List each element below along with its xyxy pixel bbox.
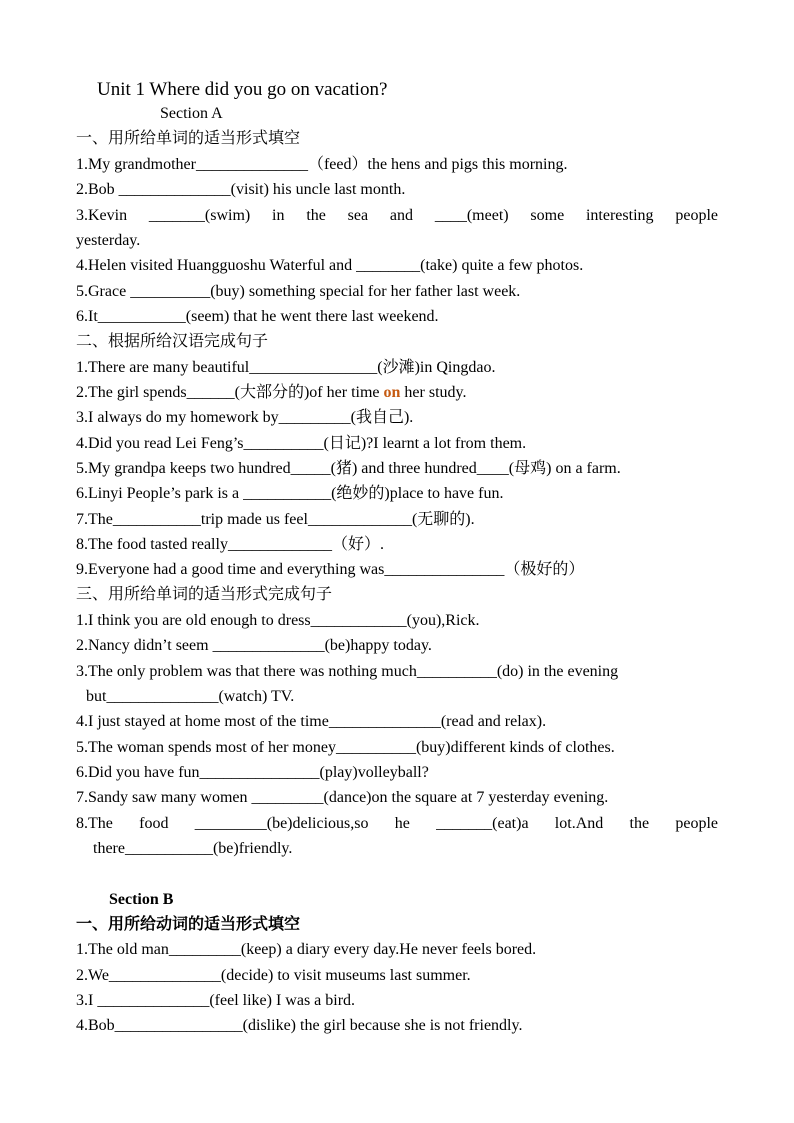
exercise-line: there___________(be)friendly. — [93, 840, 293, 857]
exercise-line: 8.The food _________(be)delicious,so he _______(eat)a lot.And the people — [76, 815, 718, 832]
exercise-line: 2.We______________(decide) to visit museums last summer. — [76, 967, 471, 984]
highlighted-word: on — [383, 384, 401, 401]
exercise-line: 6.Linyi People’s park is a ___________(绝妙的)place to have fun. — [76, 485, 504, 502]
exercise-line: 3.The only problem was that there was nothing much__________(do) in the evening — [76, 663, 619, 680]
exercise-line: 7.The___________trip made us feel_____________(无聊的). — [76, 511, 475, 528]
part2-heading: 二、根据所给汉语完成句子 — [76, 333, 269, 350]
exercise-line: but______________(watch) TV. — [86, 688, 295, 705]
exercise-line: 1.I think you are old enough to dress____________(you),Rick. — [76, 612, 480, 629]
exercise-line: 5.My grandpa keeps two hundred_____(猪) and three hundred____(母鸡) on a farm. — [76, 460, 621, 477]
section-b-title: Section B — [109, 891, 174, 908]
exercise-line: 6.It___________(seem) that he went there last weekend. — [76, 308, 439, 325]
exercise-line: 4.I just stayed at home most of the time______________(read and relax). — [76, 713, 547, 730]
unit-title: Unit 1 Where did you go on vacation? — [97, 79, 388, 100]
exercise-line: 9.Everyone had a good time and everything was_______________（极好的） — [76, 561, 585, 578]
exercise-line: 3.I ______________(feel like) I was a bird. — [76, 992, 356, 1009]
part1-heading: 一、用所给单词的适当形式填空 — [76, 130, 301, 147]
exercise-line: 5.The woman spends most of her money__________(buy)different kinds of clothes. — [76, 739, 615, 756]
exercise-line: 4.Bob________________(dislike) the girl because she is not friendly. — [76, 1017, 523, 1034]
exercise-line-with-highlight — [76, 383, 718, 403]
exercise-line: 4.Helen visited Huangguoshu Waterful and ________(take) quite a few photos. — [76, 257, 584, 274]
part3-heading: 三、用所给单词的适当形式完成句子 — [76, 586, 333, 603]
section-b-part1-heading: 一、用所给动词的适当形式填空 — [76, 916, 301, 933]
exercise-text: her study. — [400, 384, 467, 401]
exercise-line: 3.I always do my homework by_________(我自己). — [76, 409, 414, 426]
exercise-line: 7.Sandy saw many women _________(dance)on the square at 7 yesterday evening. — [76, 789, 609, 806]
exercise-line: 2.Nancy didn’t seem ______________(be)happy today. — [76, 637, 432, 654]
exercise-line: 1.My grandmother______________（feed）the hens and pigs this morning. — [76, 156, 568, 173]
section-a-title: Section A — [160, 105, 223, 122]
exercise-line: 3.Kevin _______(swim) in the sea and ____(meet) some interesting people — [76, 207, 718, 224]
exercise-line: 8.The food tasted really_____________（好）. — [76, 536, 384, 553]
exercise-line: 4.Did you read Lei Feng’s__________(日记)?I learnt a lot from them. — [76, 435, 527, 452]
exercise-line: 6.Did you have fun_______________(play)volleyball? — [76, 764, 429, 781]
exercise-line: yesterday. — [76, 232, 141, 249]
exercise-text: 2.The girl spends______(大部分的)of her time — [76, 384, 384, 401]
exercise-line: 5.Grace __________(buy) something special for her father last week. — [76, 283, 521, 300]
exercise-line: 1.The old man_________(keep) a diary every day.He never feels bored. — [76, 941, 537, 958]
exercise-line: 1.There are many beautiful________________(沙滩)in Qingdao. — [76, 359, 496, 376]
exercise-line: 2.Bob ______________(visit) his uncle last month. — [76, 181, 406, 198]
